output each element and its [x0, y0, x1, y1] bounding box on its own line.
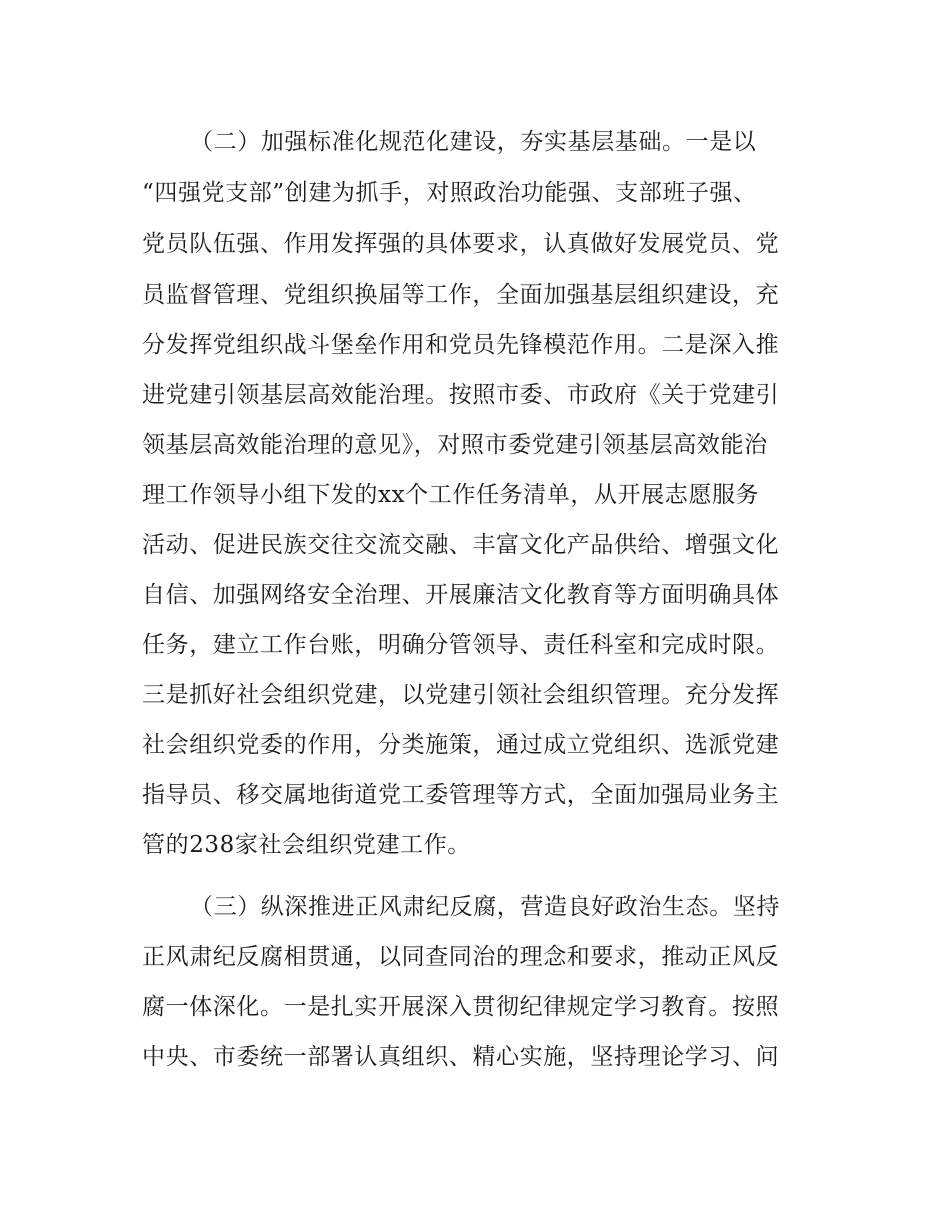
paragraph-line: 三是抓好社会组织党建，以党建引领社会组织管理。充分发挥: [142, 682, 780, 708]
paragraph-line: （二）加强标准化规范化建设，夯实基层基础。一是以: [190, 129, 757, 155]
paragraph-line: 党员队伍强、作用发挥强的具体要求，认真做好发展党员、党: [142, 231, 780, 257]
paragraph-line: 腐一体深化。一是扎实开展深入贯彻纪律规定学习教育。按照: [142, 994, 780, 1020]
paragraph-line: 任务，建立工作台账，明确分管领导、责任科室和完成时限。: [142, 632, 780, 658]
paragraph-line: 分发挥党组织战斗堡垒作用和党员先锋模范作用。二是深入推: [142, 332, 780, 358]
paragraph-line: （三）纵深推进正风肃纪反腐，营造良好政治生态。坚持: [190, 894, 780, 920]
paragraph-line: 员监督管理、党组织换届等工作，全面加强基层组织建设，充: [142, 282, 780, 308]
paragraph-line: 中央、市委统一部署认真组织、精心实施，坚持理论学习、问: [142, 1044, 780, 1070]
paragraph-line: 指导员、移交属地街道党工委管理等方式，全面加强局业务主: [142, 782, 780, 808]
paragraph-line: 活动、促进民族交往交流交融、丰富文化产品供给、增强文化: [142, 532, 780, 558]
paragraph-line: 正风肃纪反腐相贯通，以同查同治的理念和要求，推动正风反: [142, 944, 780, 970]
paragraph-line: 自信、加强网络安全治理、开展廉洁文化教育等方面明确具体: [142, 582, 780, 608]
paragraph-line: 领基层高效能治理的意见》，对照市委党建引领基层高效能治: [142, 432, 768, 458]
paragraph-line: 理工作领导小组下发的xx个工作任务清单，从开展志愿服务: [142, 482, 760, 508]
paragraph-line: 管的238家社会组织党建工作。: [142, 832, 471, 858]
paragraph-line: 社会组织党委的作用，分类施策，通过成立党组织、选派党建: [142, 732, 780, 758]
paragraph-line: “四强党支部”创建为抓手，对照政治功能强、支部班子强、: [142, 180, 757, 206]
paragraph-line: 进党建引领基层高效能治理。按照市委、市政府《关于党建引: [142, 382, 780, 408]
